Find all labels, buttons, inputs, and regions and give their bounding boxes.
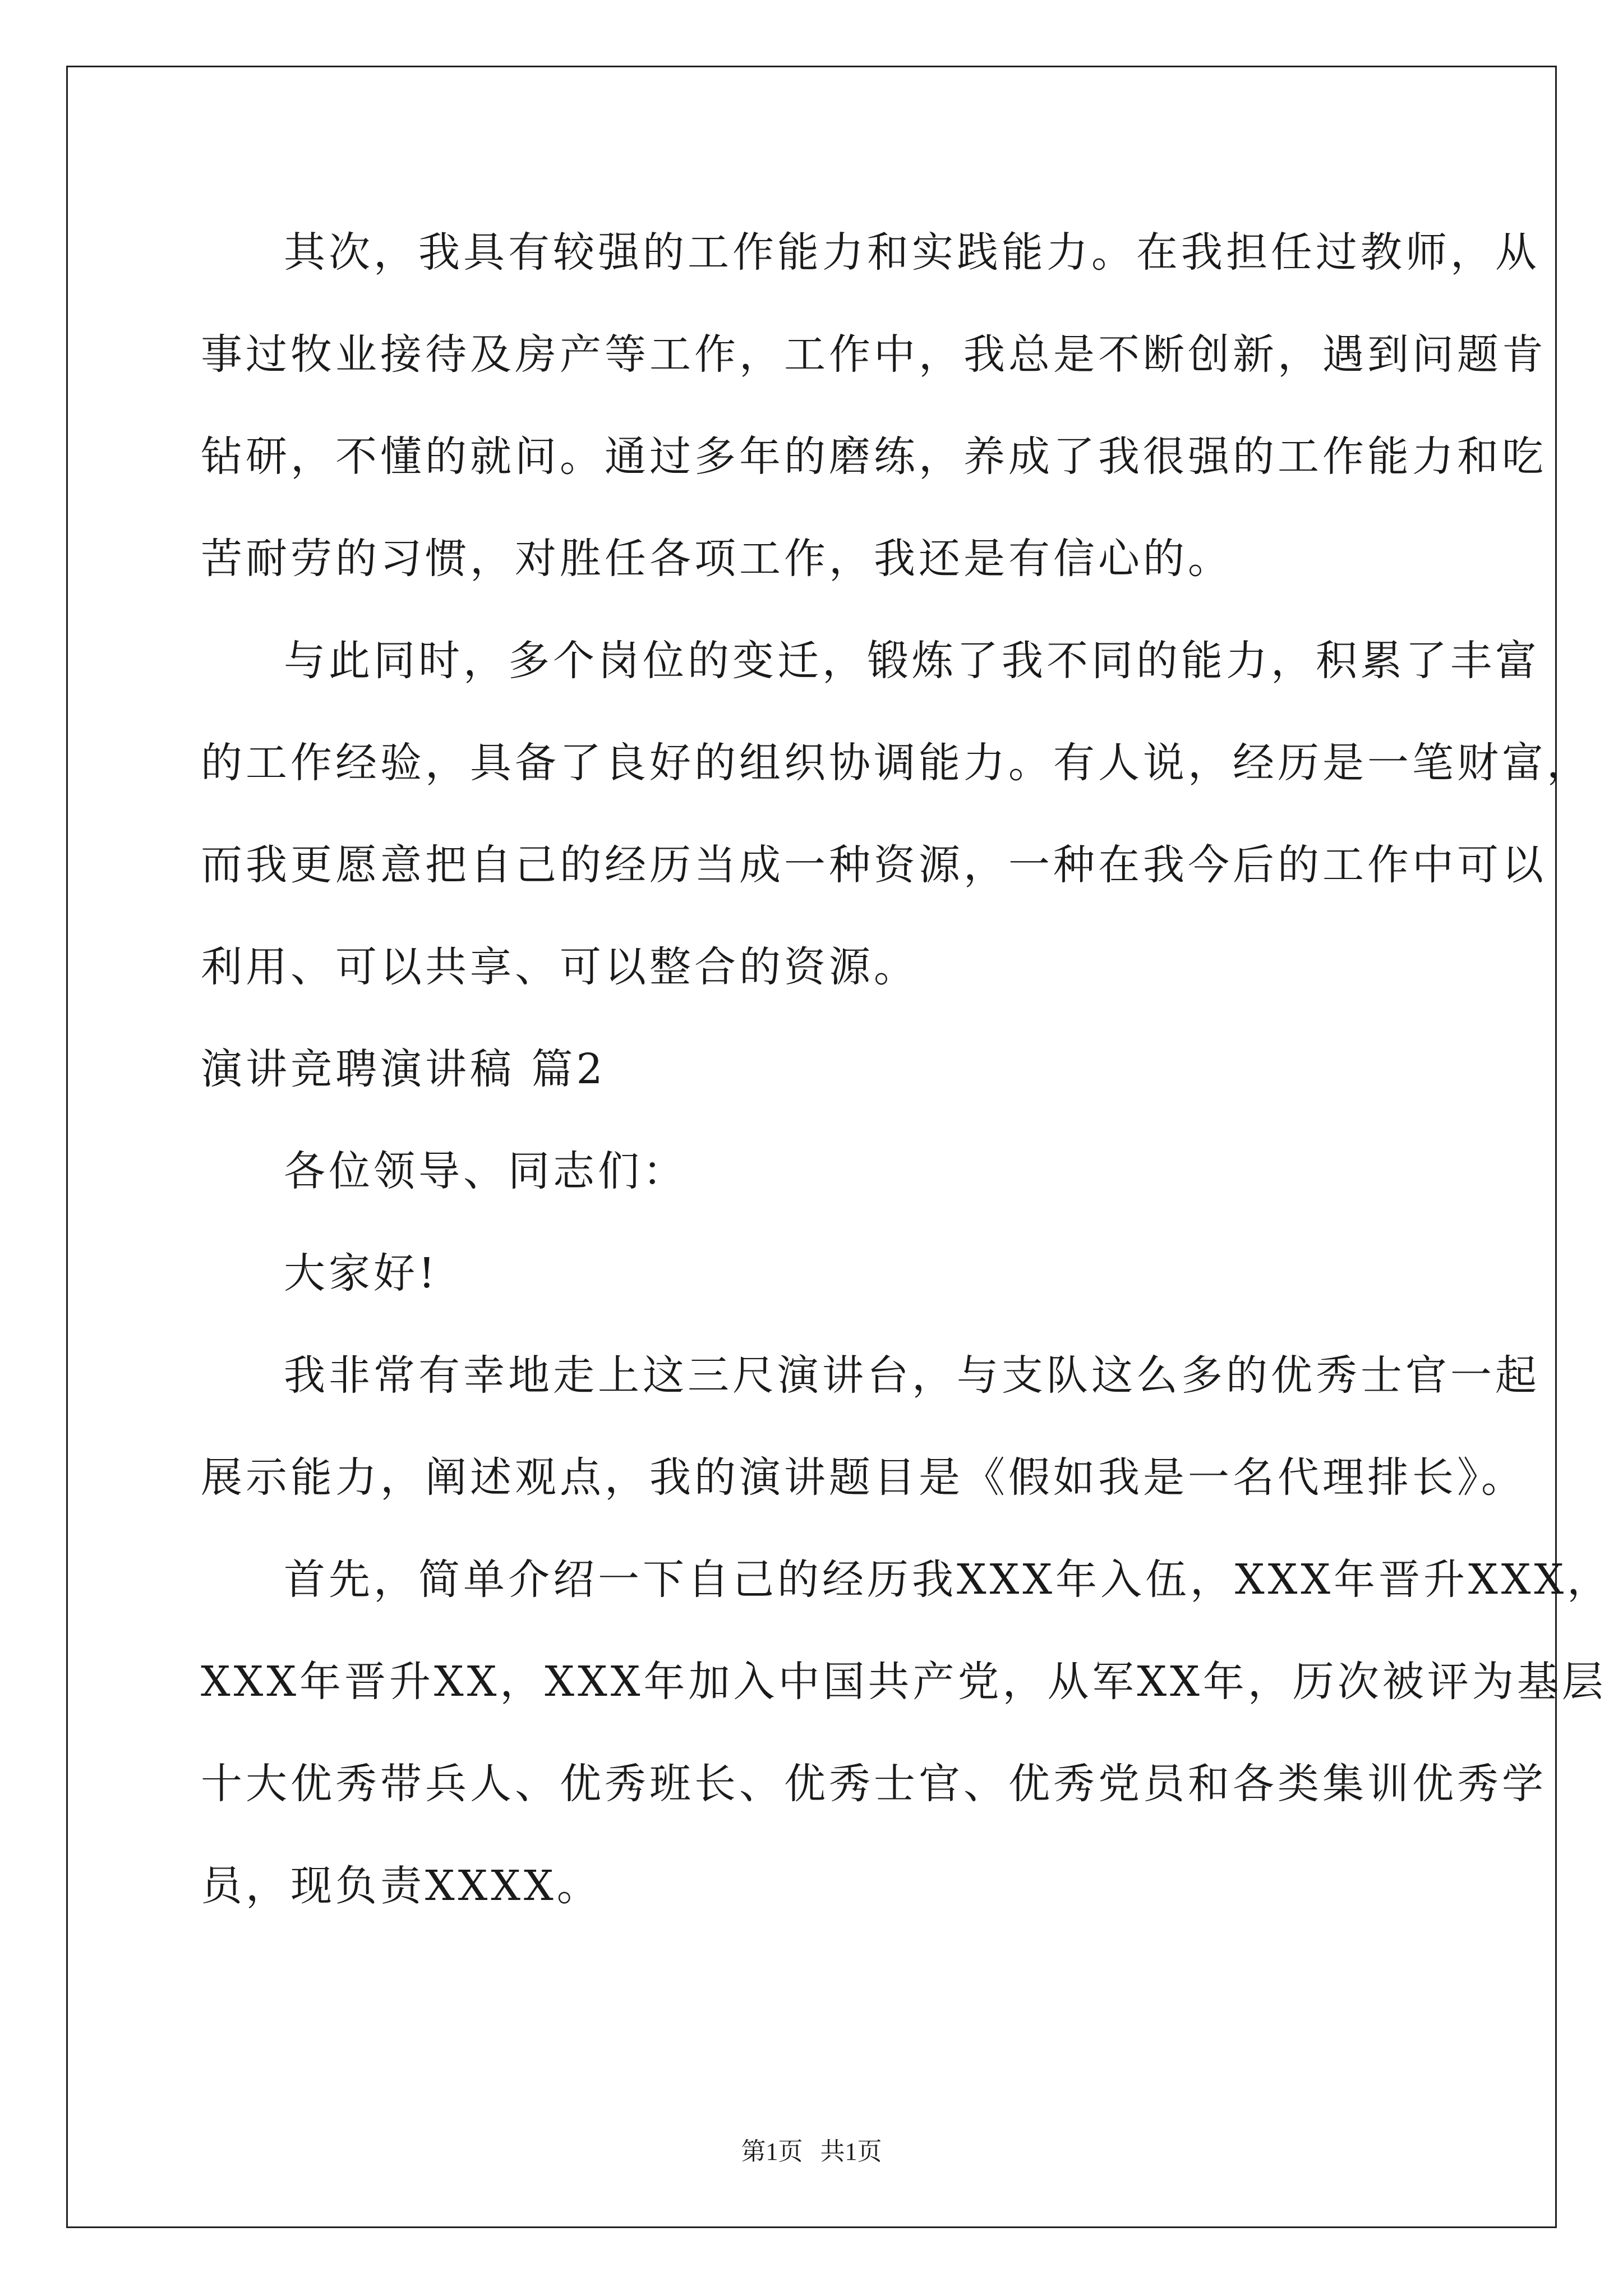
page-number: 第1页 (741, 2138, 803, 2165)
document-body (201, 222, 1612, 1957)
text-line: 展示能力，阐述观点，我的演讲题目是《假如我是一名代理排长》。 (201, 1453, 1526, 1502)
text-line: 事过牧业接待及房产等工作，工作中，我总是不断创新，遇到问题肯 (201, 330, 1547, 379)
text-line: 其次，我具有较强的工作能力和实践能力。在我担任过教师，从 (284, 228, 1540, 277)
text-line: 钻研，不懂的就问。通过多年的磨练，养成了我很强的工作能力和吃 (201, 432, 1547, 481)
text-line: 十大优秀带兵人、优秀班长、优秀士官、优秀党员和各类集训优秀学 (201, 1760, 1547, 1808)
text-line: 而我更愿意把自己的经历当成一种资源，一种在我今后的工作中可以 (201, 841, 1547, 889)
text-line: 与此同时，多个岗位的变迁，锻炼了我不同的能力，积累了丰富 (284, 637, 1540, 685)
text-line: 的工作经验，具备了良好的组织协调能力。有人说，经历是一笔财富， (201, 739, 1592, 787)
salutation: 各位领导、同志们： (284, 1147, 688, 1195)
page-total: 共1页 (820, 2138, 882, 2165)
section-heading: 演讲竞聘演讲稿 篇2 (201, 1045, 606, 1093)
text-line: 苦耐劳的习惯，对胜任各项工作，我还是有信心的。 (201, 535, 1233, 583)
text-line: 我非常有幸地走上这三尺演讲台，与支队这么多的优秀士官一起 (284, 1351, 1540, 1400)
page-footer (0, 2135, 1623, 2169)
text-line: 员，现负责XXXX。 (201, 1862, 602, 1910)
text-line: 首先，简单介绍一下自己的经历我XXX年入伍，XXX年晋升XXX， (284, 1556, 1612, 1604)
text-line: 利用、可以共享、可以整合的资源。 (201, 943, 919, 991)
text-line: XXX年晋升XX，XXX年加入中国共产党，从军XX年，历次被评为基层 (201, 1658, 1607, 1706)
greeting: 大家好! (284, 1249, 439, 1297)
